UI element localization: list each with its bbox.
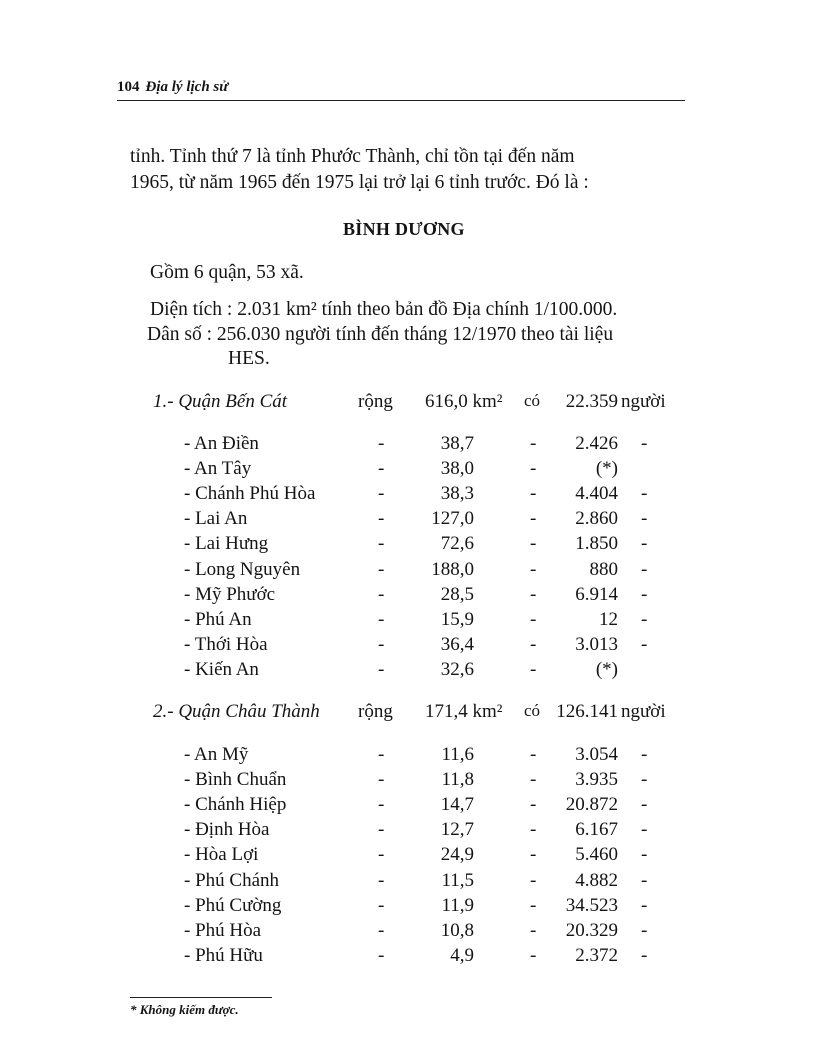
commune-area: 38,7: [440, 433, 474, 454]
commune-separator: -: [530, 483, 537, 504]
commune-separator: -: [641, 794, 648, 815]
district-area-word: rộng: [358, 391, 393, 412]
commune-separator: -: [530, 433, 537, 454]
commune-area: 188,0: [431, 559, 474, 580]
commune-separator: -: [378, 794, 385, 815]
commune-separator: -: [641, 744, 648, 765]
commune-population: 1.850: [575, 533, 618, 554]
commune-separator: -: [530, 945, 537, 966]
commune-population: 880: [589, 559, 618, 580]
footnote-rule: [130, 997, 272, 998]
commune-separator: -: [378, 458, 385, 479]
district-unit: người: [621, 391, 666, 412]
commune-separator: -: [641, 483, 648, 504]
commune-separator: -: [641, 634, 648, 655]
intro-line-1: tỉnh. Tỉnh thứ 7 là tỉnh Phước Thành, chỉ tồn tại đến năm: [130, 146, 575, 167]
commune-name: - Phú Hữu: [184, 945, 263, 966]
district-population: 126.141: [556, 701, 618, 722]
commune-separator: -: [378, 533, 385, 554]
commune-separator: -: [641, 559, 648, 580]
commune-name: - Thới Hòa: [184, 634, 268, 655]
area-text: Diện tích : 2.031 km² tính theo bản đồ Địa chính 1/100.000.: [150, 299, 618, 320]
district-area: 616,0 km²: [425, 391, 503, 412]
commune-separator: -: [530, 870, 537, 891]
commune-separator: -: [530, 920, 537, 941]
commune-separator: -: [530, 844, 537, 865]
book-title: Địa lý lịch sử: [145, 79, 229, 95]
commune-name: - Chánh Hiệp: [184, 794, 287, 815]
commune-separator: -: [641, 508, 648, 529]
commune-area: 14,7: [440, 794, 474, 815]
commune-separator: -: [530, 584, 537, 605]
district-name: 2.- Quận Châu Thành: [153, 701, 320, 722]
commune-separator: -: [530, 794, 537, 815]
commune-separator: -: [530, 458, 537, 479]
commune-separator: -: [641, 433, 648, 454]
commune-separator: -: [378, 634, 385, 655]
commune-separator: -: [378, 870, 385, 891]
commune-separator: -: [530, 744, 537, 765]
commune-separator: -: [378, 769, 385, 790]
commune-separator: -: [378, 819, 385, 840]
commune-area: 11,5: [441, 870, 474, 891]
commune-population: 34.523: [565, 895, 618, 916]
commune-area: 32,6: [440, 659, 474, 680]
district-area-word: rộng: [358, 701, 393, 722]
commune-population: 3.054: [575, 744, 618, 765]
commune-population: 4.882: [575, 870, 618, 891]
commune-name: - Chánh Phú Hòa: [184, 483, 316, 504]
district-pop-word: có: [524, 391, 541, 410]
commune-separator: -: [378, 844, 385, 865]
commune-separator: -: [378, 483, 385, 504]
population-text-line-1: Dân số : 256.030 người tính đến tháng 12/1970 theo tài liệu: [147, 324, 614, 345]
commune-population: 2.372: [575, 945, 618, 966]
commune-separator: -: [530, 533, 537, 554]
population-text-line-2: HES.: [228, 348, 270, 369]
commune-population: 20.872: [565, 794, 618, 815]
commune-separator: -: [378, 895, 385, 916]
commune-population: (*): [595, 458, 618, 479]
commune-separator: -: [378, 609, 385, 630]
commune-name: - Long Nguyên: [184, 559, 301, 580]
commune-separator: -: [378, 433, 385, 454]
commune-population: 4.404: [575, 483, 618, 504]
commune-name: - Bình Chuẩn: [184, 769, 287, 790]
commune-population: (*): [595, 659, 618, 680]
footnote: * Không kiếm được.: [130, 1002, 239, 1017]
commune-area: 11,9: [441, 895, 474, 916]
commune-separator: -: [641, 609, 648, 630]
commune-name: - Lai Hưng: [184, 533, 269, 554]
commune-separator: -: [641, 895, 648, 916]
commune-name: - An Điền: [184, 433, 259, 454]
commune-population: 2.426: [575, 433, 618, 454]
commune-separator: -: [530, 769, 537, 790]
commune-population: 6.914: [575, 584, 618, 605]
header-rule: [117, 100, 685, 101]
commune-separator: -: [530, 559, 537, 580]
composition-text: Gồm 6 quận, 53 xã.: [150, 262, 304, 283]
district-unit: người: [621, 701, 666, 722]
commune-area: 24,9: [440, 844, 474, 865]
commune-separator: -: [641, 819, 648, 840]
commune-population: 3.013: [575, 634, 618, 655]
commune-separator: -: [641, 844, 648, 865]
commune-separator: -: [378, 508, 385, 529]
commune-name: - Phú Hòa: [184, 920, 262, 941]
commune-population: 12: [599, 609, 618, 630]
district-name: 1.- Quận Bến Cát: [153, 391, 288, 412]
commune-name: - Kiến An: [184, 659, 259, 680]
section-title: BÌNH DƯƠNG: [343, 219, 465, 239]
commune-area: 127,0: [431, 508, 474, 529]
commune-area: 38,3: [440, 483, 474, 504]
commune-separator: -: [378, 920, 385, 941]
commune-name: - Phú Chánh: [184, 870, 279, 891]
commune-name: - An Mỹ: [184, 744, 249, 765]
commune-area: 28,5: [440, 584, 474, 605]
commune-separator: -: [641, 584, 648, 605]
commune-separator: -: [378, 744, 385, 765]
commune-name: - Phú An: [184, 609, 252, 630]
commune-separator: -: [641, 870, 648, 891]
commune-area: 36,4: [440, 634, 474, 655]
commune-separator: -: [641, 920, 648, 941]
commune-area: 38,0: [440, 458, 474, 479]
commune-separator: -: [530, 609, 537, 630]
commune-name: - An Tây: [184, 458, 252, 479]
commune-population: 20.329: [565, 920, 618, 941]
commune-population: 3.935: [575, 769, 618, 790]
district-population: 22.359: [565, 391, 618, 412]
commune-area: 4,9: [450, 945, 474, 966]
commune-separator: -: [378, 584, 385, 605]
commune-area: 10,8: [440, 920, 474, 941]
commune-area: 12,7: [440, 819, 474, 840]
commune-area: 15,9: [440, 609, 474, 630]
commune-name: - Định Hòa: [184, 819, 270, 840]
commune-separator: -: [378, 945, 385, 966]
commune-name: - Phú Cường: [184, 895, 282, 916]
commune-population: 2.860: [575, 508, 618, 529]
commune-separator: -: [530, 659, 537, 680]
intro-line-2: 1965, từ năm 1965 đến 1975 lại trở lại 6 tỉnh trước. Đó là :: [130, 172, 589, 193]
commune-population: 6.167: [575, 819, 618, 840]
page-number: 104: [117, 79, 140, 95]
commune-name: - Lai An: [184, 508, 248, 529]
district-area: 171,4 km²: [425, 701, 503, 722]
commune-area: 11,8: [441, 769, 474, 790]
commune-separator: -: [378, 659, 385, 680]
commune-area: 72,6: [440, 533, 474, 554]
commune-separator: -: [530, 634, 537, 655]
commune-separator: -: [641, 769, 648, 790]
commune-name: - Mỹ Phước: [184, 584, 276, 605]
district-pop-word: có: [524, 701, 541, 720]
running-header: [117, 79, 228, 96]
commune-separator: -: [530, 895, 537, 916]
commune-separator: -: [641, 945, 648, 966]
commune-area: 11,6: [441, 744, 474, 765]
commune-population: 5.460: [575, 844, 618, 865]
commune-separator: -: [641, 533, 648, 554]
commune-separator: -: [530, 508, 537, 529]
commune-separator: -: [530, 819, 537, 840]
commune-separator: -: [378, 559, 385, 580]
commune-name: - Hòa Lợi: [184, 844, 259, 865]
